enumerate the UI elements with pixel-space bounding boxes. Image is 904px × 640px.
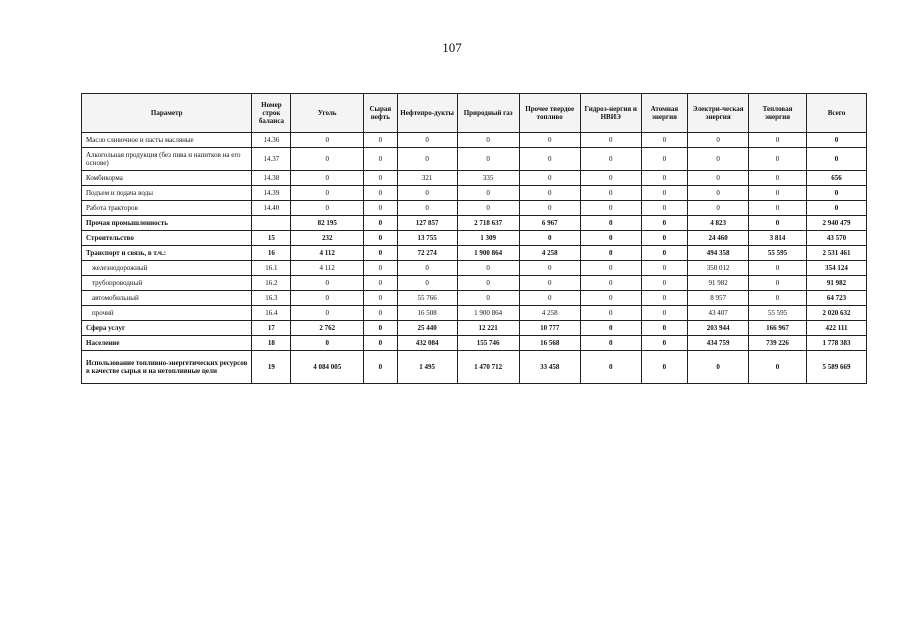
row-parameter: трубопроводный (82, 276, 252, 291)
table-cell: 0 (749, 291, 807, 306)
table-cell: 1 900 864 (457, 306, 519, 321)
column-header: Номер строк баланса (252, 94, 291, 133)
table-cell: 43 407 (688, 306, 749, 321)
table-cell: 33 458 (519, 351, 580, 384)
table-row (82, 171, 867, 186)
row-parameter: Использование топливно-энергетических ресурсов в качестве сырья и на нетопливные цели (82, 351, 252, 384)
table-cell: 0 (749, 186, 807, 201)
row-parameter: Работа тракторов (82, 201, 252, 216)
row-number-cell: 18 (252, 336, 291, 351)
table-cell: 0 (291, 201, 364, 216)
table-cell: 4 258 (519, 246, 580, 261)
table-row (82, 291, 867, 306)
table-cell: 0 (688, 133, 749, 148)
table-cell: 155 746 (457, 336, 519, 351)
table-header-row (82, 94, 867, 133)
table-cell: 55 595 (749, 246, 807, 261)
table-cell: 0 (291, 276, 364, 291)
table-cell: 0 (519, 231, 580, 246)
table-cell: 0 (688, 171, 749, 186)
table-row (82, 133, 867, 148)
table-cell: 232 (291, 231, 364, 246)
table-cell: 0 (519, 261, 580, 276)
table-cell: 55 766 (397, 291, 457, 306)
row-number-cell: 17 (252, 321, 291, 336)
table-cell: 0 (641, 148, 687, 171)
table-cell: 0 (580, 171, 641, 186)
table-cell: 12 221 (457, 321, 519, 336)
table-cell: 0 (363, 171, 397, 186)
table-cell: 335 (457, 171, 519, 186)
table-cell: 0 (688, 201, 749, 216)
table-row (82, 321, 867, 336)
column-header: Прочее твердое топливо (519, 94, 580, 133)
page-number: 107 (442, 40, 462, 55)
table-cell: 0 (749, 216, 807, 231)
table-cell: 0 (580, 133, 641, 148)
table-cell: 1 495 (397, 351, 457, 384)
table-row (82, 261, 867, 276)
table-row (82, 186, 867, 201)
row-number-cell: 16.3 (252, 291, 291, 306)
table-cell: 0 (641, 246, 687, 261)
table-cell: 166 967 (749, 321, 807, 336)
table-cell: 0 (641, 231, 687, 246)
column-header: Гидроэ-нергия и НВИЭ (580, 94, 641, 133)
column-header: Всего (806, 94, 866, 133)
table-row (82, 231, 867, 246)
column-header: Природный газ (457, 94, 519, 133)
table-cell: 0 (291, 186, 364, 201)
table-cell: 0 (519, 148, 580, 171)
table-cell: 3 814 (749, 231, 807, 246)
table-cell: 0 (363, 291, 397, 306)
table-cell: 0 (457, 133, 519, 148)
table-cell: 25 440 (397, 321, 457, 336)
row-number-cell: 16.4 (252, 306, 291, 321)
row-total-cell: 5 589 669 (806, 351, 866, 384)
table-cell: 10 777 (519, 321, 580, 336)
table-cell: 0 (397, 261, 457, 276)
table-cell: 24 460 (688, 231, 749, 246)
row-total-cell: 2 940 479 (806, 216, 866, 231)
table-cell: 0 (397, 148, 457, 171)
table-cell: 0 (749, 261, 807, 276)
row-number-cell: 19 (252, 351, 291, 384)
table-cell: 13 755 (397, 231, 457, 246)
table-cell: 0 (641, 186, 687, 201)
table-cell: 4 823 (688, 216, 749, 231)
table-cell: 1 470 712 (457, 351, 519, 384)
table-cell: 0 (397, 276, 457, 291)
table-cell: 127 857 (397, 216, 457, 231)
row-total-cell: 0 (806, 186, 866, 201)
table-cell: 434 759 (688, 336, 749, 351)
table-cell: 0 (641, 201, 687, 216)
table-cell: 0 (397, 201, 457, 216)
table-cell: 0 (519, 133, 580, 148)
row-parameter: Алкогольная продукция (без пива и напитков на его основе) (82, 148, 252, 171)
table-cell: 0 (580, 276, 641, 291)
table-cell: 0 (363, 231, 397, 246)
table-cell: 0 (641, 291, 687, 306)
row-total-cell: 422 111 (806, 321, 866, 336)
row-parameter: Сфера услуг (82, 321, 252, 336)
table-cell: 0 (291, 171, 364, 186)
row-parameter: Комбикорма (82, 171, 252, 186)
table-cell: 0 (291, 133, 364, 148)
table-cell: 494 358 (688, 246, 749, 261)
table-cell: 0 (749, 351, 807, 384)
table-cell: 0 (580, 336, 641, 351)
table-row (82, 246, 867, 261)
row-total-cell: 1 778 383 (806, 336, 866, 351)
table-cell: 0 (580, 231, 641, 246)
table-cell: 0 (641, 351, 687, 384)
table-cell: 0 (580, 351, 641, 384)
row-parameter: железнодорожный (82, 261, 252, 276)
table-cell: 0 (363, 276, 397, 291)
row-total-cell: 64 723 (806, 291, 866, 306)
table-cell: 0 (749, 148, 807, 171)
table-cell: 0 (363, 246, 397, 261)
table-cell: 0 (580, 148, 641, 171)
row-parameter: Подъем и подача воды (82, 186, 252, 201)
row-number-cell: 14.38 (252, 171, 291, 186)
table-cell: 0 (363, 261, 397, 276)
table-cell: 0 (580, 216, 641, 231)
column-header: Сырая нефть (363, 94, 397, 133)
table-cell: 0 (519, 291, 580, 306)
table-cell: 0 (363, 186, 397, 201)
table-cell: 350 012 (688, 261, 749, 276)
table-cell: 0 (580, 201, 641, 216)
row-parameter: Прочая промышленность (82, 216, 252, 231)
row-number-cell: 14.39 (252, 186, 291, 201)
table-cell: 82 195 (291, 216, 364, 231)
table-cell: 0 (580, 261, 641, 276)
table-row (82, 336, 867, 351)
table-cell: 4 112 (291, 246, 364, 261)
table-cell: 203 944 (688, 321, 749, 336)
table-cell: 1 309 (457, 231, 519, 246)
table-cell: 16 568 (519, 336, 580, 351)
row-total-cell: 354 124 (806, 261, 866, 276)
row-total-cell: 2 531 461 (806, 246, 866, 261)
column-header: Атомная энергия (641, 94, 687, 133)
column-header: Уголь (291, 94, 364, 133)
table-cell: 0 (363, 306, 397, 321)
table-cell: 0 (291, 291, 364, 306)
table-row (82, 148, 867, 171)
table-cell: 0 (457, 276, 519, 291)
table-cell: 16 508 (397, 306, 457, 321)
row-number-cell (252, 216, 291, 231)
table-cell: 0 (457, 148, 519, 171)
table-cell: 0 (641, 321, 687, 336)
column-header: Нефтепро-дукты (397, 94, 457, 133)
table-cell: 0 (580, 246, 641, 261)
table-cell: 0 (363, 133, 397, 148)
column-header: Параметр (82, 94, 252, 133)
row-number-cell: 14.36 (252, 133, 291, 148)
table-cell: 0 (363, 351, 397, 384)
table-cell: 72 274 (397, 246, 457, 261)
table-cell: 0 (457, 186, 519, 201)
table-cell: 432 084 (397, 336, 457, 351)
table-cell: 4 112 (291, 261, 364, 276)
row-total-cell: 656 (806, 171, 866, 186)
table-cell: 4 258 (519, 306, 580, 321)
row-number-cell: 16.2 (252, 276, 291, 291)
row-total-cell: 91 982 (806, 276, 866, 291)
energy-balance-table (81, 93, 867, 384)
column-header: Тепловая энергия (749, 94, 807, 133)
column-header: Электри-ческая энергия (688, 94, 749, 133)
table-cell: 0 (457, 291, 519, 306)
table-cell: 0 (519, 171, 580, 186)
table-cell: 0 (397, 133, 457, 148)
row-number-cell: 14.40 (252, 201, 291, 216)
table-cell: 0 (457, 261, 519, 276)
table-cell: 0 (749, 133, 807, 148)
table-cell: 0 (580, 306, 641, 321)
table-cell: 0 (580, 291, 641, 306)
table-cell: 0 (749, 201, 807, 216)
row-parameter: Транспорт и связь, в т.ч.: (82, 246, 252, 261)
table-cell: 4 084 005 (291, 351, 364, 384)
table-cell: 0 (363, 336, 397, 351)
table-cell: 0 (641, 336, 687, 351)
table-cell: 0 (363, 216, 397, 231)
row-parameter: Население (82, 336, 252, 351)
table-cell: 0 (580, 321, 641, 336)
table-cell: 0 (641, 306, 687, 321)
table-row (82, 216, 867, 231)
table-body (82, 133, 867, 384)
row-total-cell: 0 (806, 148, 866, 171)
table-cell: 0 (291, 336, 364, 351)
table-cell: 0 (397, 186, 457, 201)
table-row (82, 306, 867, 321)
row-parameter: прочий (82, 306, 252, 321)
table-cell: 321 (397, 171, 457, 186)
table-row (82, 276, 867, 291)
table-cell: 55 595 (749, 306, 807, 321)
table-cell: 91 982 (688, 276, 749, 291)
table-cell: 0 (363, 201, 397, 216)
table-cell: 0 (641, 261, 687, 276)
table-cell: 2 762 (291, 321, 364, 336)
table-cell: 0 (641, 276, 687, 291)
table-cell: 0 (688, 148, 749, 171)
table-row (82, 201, 867, 216)
table-cell: 0 (641, 133, 687, 148)
table-cell: 0 (688, 186, 749, 201)
row-parameter: автомобильный (82, 291, 252, 306)
table-cell: 0 (580, 186, 641, 201)
row-total-cell: 2 020 632 (806, 306, 866, 321)
table-cell: 0 (688, 351, 749, 384)
table-cell: 0 (291, 148, 364, 171)
table-cell: 2 718 637 (457, 216, 519, 231)
table-cell: 0 (291, 306, 364, 321)
table-row (82, 351, 867, 384)
table-cell: 0 (749, 171, 807, 186)
table-cell: 0 (363, 148, 397, 171)
table-cell: 739 226 (749, 336, 807, 351)
table-cell: 8 957 (688, 291, 749, 306)
row-number-cell: 15 (252, 231, 291, 246)
table-cell: 1 900 864 (457, 246, 519, 261)
row-parameter: Масло сливочное и пасты масляные (82, 133, 252, 148)
table-cell: 0 (519, 201, 580, 216)
table-cell: 0 (519, 186, 580, 201)
row-total-cell: 43 570 (806, 231, 866, 246)
row-number-cell: 16.1 (252, 261, 291, 276)
table-cell: 0 (749, 276, 807, 291)
table-cell: 0 (519, 276, 580, 291)
table-cell: 0 (641, 216, 687, 231)
table-cell: 0 (641, 171, 687, 186)
table-cell: 0 (457, 201, 519, 216)
row-number-cell: 14.37 (252, 148, 291, 171)
table-cell: 0 (363, 321, 397, 336)
table-cell: 6 967 (519, 216, 580, 231)
row-total-cell: 0 (806, 201, 866, 216)
row-total-cell: 0 (806, 133, 866, 148)
row-number-cell: 16 (252, 246, 291, 261)
row-parameter: Строительство (82, 231, 252, 246)
